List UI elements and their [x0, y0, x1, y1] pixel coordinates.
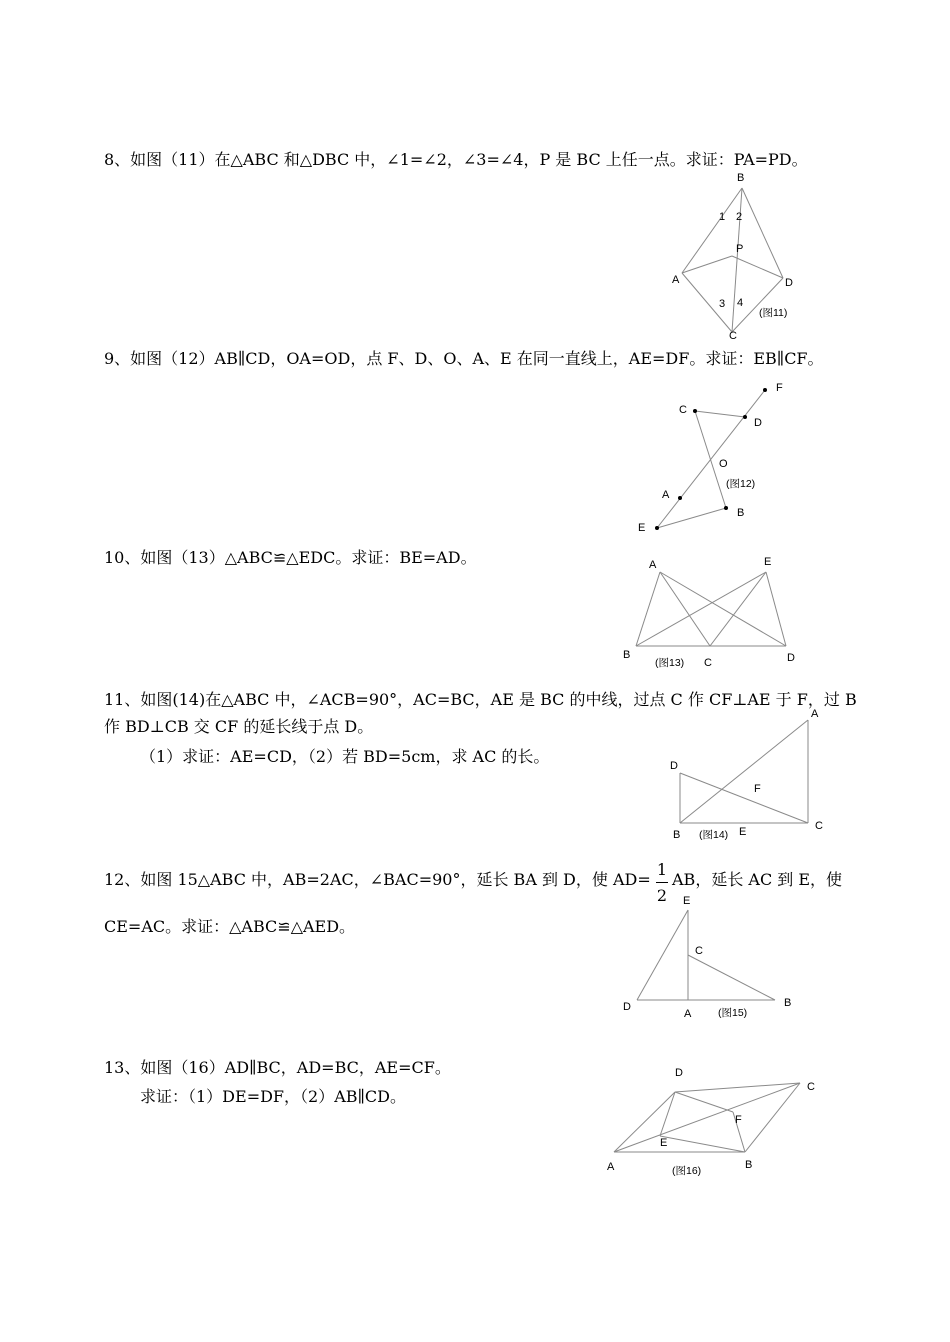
fig14-label-b: B: [673, 829, 681, 841]
fig13-caption: (图13): [655, 657, 685, 669]
fig11-label-p: P: [736, 243, 744, 255]
problem-12-line1a: 12、如图 15△ABC 中，AB=2AC，∠BAC=90°，延长 BA 到 D，使 AD=: [104, 870, 651, 889]
fig14-label-d: D: [670, 760, 678, 772]
problem-13-line1: 13、如图（16）AD∥BC，AD=BC，AE=CF。: [104, 1058, 451, 1077]
fig12-label-d: D: [754, 417, 762, 429]
fig16-label-f: F: [735, 1114, 742, 1126]
fraction-bar: [656, 882, 668, 883]
fig14-label-a: A: [811, 708, 819, 720]
fig11-label-d: D: [785, 277, 793, 289]
fig15-label-e: E: [683, 895, 691, 907]
problem-11-line2: 作 BD⊥CB 交 CF 的延长线于点 D。: [104, 717, 374, 736]
fig11-label-2: 2: [736, 211, 743, 223]
fig11-label-3: 3: [719, 298, 726, 310]
fig16-label-b: B: [745, 1159, 753, 1171]
fig11-label-c: C: [729, 330, 737, 342]
fig12-label-o: O: [719, 458, 728, 470]
fraction-numerator: 1: [656, 860, 668, 879]
fig11-caption: (图11): [759, 307, 788, 319]
fig15-label-d: D: [623, 1001, 631, 1013]
fig11-label-1: 1: [719, 211, 726, 223]
fig12-label-c: C: [679, 404, 687, 416]
fig14-caption: (图14): [699, 829, 729, 841]
problem-12-line2: CE=AC。求证：△ABC≌△AED。: [104, 917, 356, 936]
figure-14: [660, 700, 840, 845]
problem-11-line1: 11、如图(14)在△ABC 中，∠ACB=90°，AC=BC，AE 是 BC 的中线，过点 C 作 CF⊥AE 于 F，过 B: [104, 690, 857, 709]
fig12-label-f: F: [776, 382, 783, 394]
fig11-label-b: B: [737, 172, 745, 184]
fig16-caption: (图16): [672, 1165, 702, 1177]
figure-13: [620, 552, 810, 670]
problem-10-text: 10、如图（13）△ABC≌△EDC。求证：BE=AD。: [104, 548, 477, 567]
fig13-label-a: A: [649, 559, 657, 571]
problem-8-text: 8、如图（11）在△ABC 和△DBC 中，∠1=∠2，∠3=∠4，P 是 BC 上任一点。求证：PA=PD。: [104, 150, 808, 169]
fig14-label-e: E: [739, 826, 747, 838]
fig13-label-c: C: [704, 657, 712, 669]
figure-16: [600, 1060, 830, 1182]
fig14-label-f: F: [754, 783, 761, 795]
fig15-caption: (图15): [718, 1007, 748, 1019]
fig16-label-c: C: [807, 1081, 815, 1093]
fig16-label-e: E: [660, 1137, 668, 1149]
fig12-caption: (图12): [726, 478, 756, 490]
fraction-denominator: 2: [656, 886, 668, 905]
fig13-label-e: E: [764, 556, 772, 568]
fig12-label-b: B: [737, 507, 745, 519]
fig11-label-a: A: [672, 274, 680, 286]
fig13-label-d: D: [787, 652, 795, 664]
fig14-label-c: C: [815, 820, 823, 832]
problem-12-line1b: AB，延长 AC 到 E，使: [672, 870, 843, 889]
fig12-label-a: A: [662, 489, 670, 501]
problem-13-line2: 求证：（1）DE=DF，（2）AB∥CD。: [140, 1087, 406, 1106]
fig11-label-4: 4: [737, 297, 744, 309]
fig12-label-e: E: [638, 522, 646, 534]
fig15-label-a: A: [684, 1008, 692, 1020]
fig15-label-c: C: [695, 945, 703, 957]
figure-12: [630, 378, 800, 538]
problem-11-line3: （1）求证：AE=CD，（2）若 BD=5cm，求 AC 的长。: [140, 747, 550, 766]
fig16-label-d: D: [675, 1067, 683, 1079]
figure-15: [615, 886, 805, 1025]
figure-11: [660, 168, 810, 343]
fig16-label-a: A: [607, 1161, 615, 1173]
fig15-label-b: B: [784, 997, 792, 1009]
problem-9-text: 9、如图（12）AB∥CD，OA=OD，点 F、D、O、A、E 在同一直线上，AE=DF。求证：EB∥CF。: [104, 349, 824, 368]
fig13-label-b: B: [623, 649, 631, 661]
